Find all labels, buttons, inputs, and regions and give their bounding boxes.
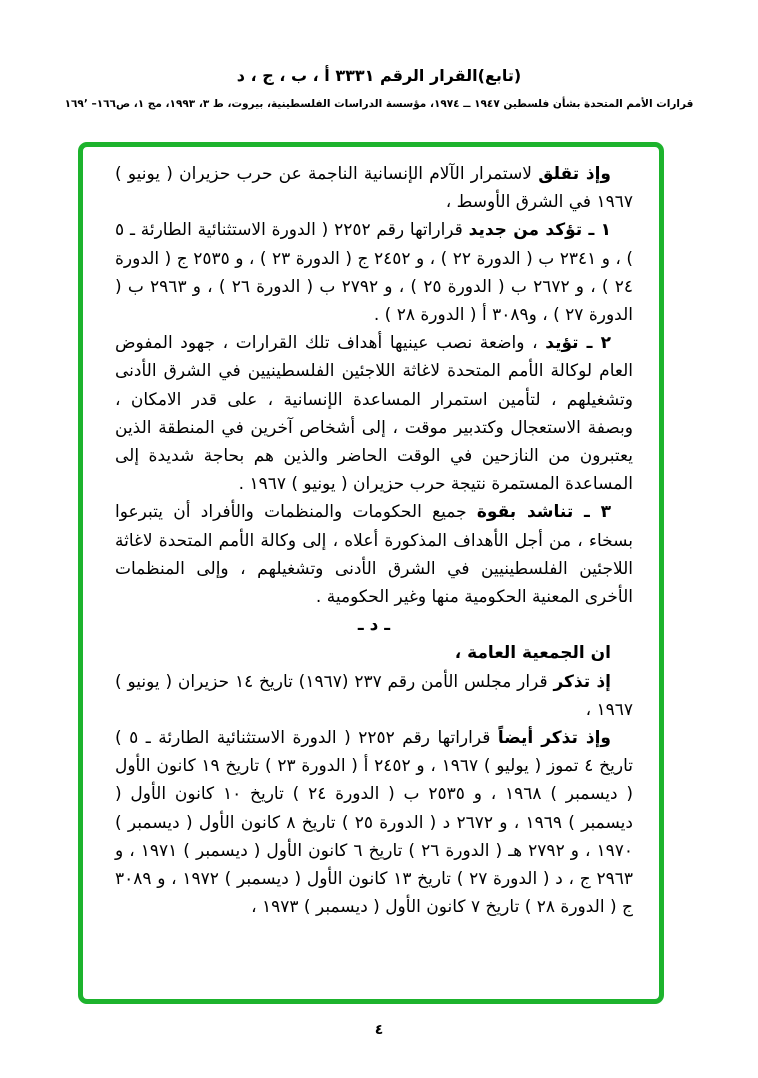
paragraph-lead: إذ تذكر bbox=[553, 671, 612, 692]
paragraph: ٣ ـ تناشد بقوة جميع الحكومات والمنظمات والأفراد أن يتبرعوا بسخاء ، من أجل الأهداف المذكورة أعلاه ، إلى وكالة الأمم المتحدة لاغاثة اللاجئين الفلسطينيين في الشرق الأدنى وتشغيلهم ، وإلى المنظمات الأخرى المعنية الحكومية منها وغير الحكومية . bbox=[115, 502, 633, 608]
page-number: ٤ bbox=[374, 1022, 384, 1038]
paragraph-lead: وإذ تذكر أيضاً bbox=[497, 728, 611, 749]
resolution-title: (تابع)القرار الرقم ٣٣٣١ أ ، ب ، ج ، د bbox=[236, 66, 522, 85]
paragraph-lead: وإذ تقلق bbox=[538, 164, 611, 184]
paragraph: ٢ ـ تؤيد ، واضعة نصب عينيها أهداف تلك القرارات ، جهود المفوض العام لوكالة الأمم المتحدة لاغاثة اللاجئين الفلسطينيين في الشرق الأدنى وتشغيلهم ، لتأمين استمرار المساعدة الإنسانية ، على قدر الامكان ، وبصفة الاستعجال وكتدبير موقت ، إلى أشخاص آخرين في المنطقة الذين يعتبرون من النازحين في الوقت الحاضر والذين هم بحاجة شديدة إلى المساعدة المستمرة نتيجة حرب حزيران ( يونيو ) ١٩٦٧ . bbox=[115, 333, 633, 495]
source-citation: قرارات الأمم المتحدة بشأن فلسطين ١٩٤٧ ــ ١٩٧٤، مؤسسة الدراسات الفلسطينية، بيروت، ط ٣، ١٩٩٣، مج ١، ص١٦٦– ١٦٩ʼ bbox=[64, 98, 694, 110]
paragraph-lead: ٣ ـ تناشد بقوة bbox=[476, 502, 612, 523]
paragraph-lead: ٢ ـ تؤيد bbox=[545, 333, 611, 354]
paragraph-lead: ان الجمعية العامة ، bbox=[454, 643, 611, 664]
paragraph: ١ ـ تؤكد من جديد قراراتها رقم ٢٢٥٢ ( الدورة الاستثنائية الطارئة ـ ٥ ) ، و ٢٣٤١ ب ( الدورة ٢٢ ) ، و ٢٤٥٢ ج ( الدورة ٢٣ ) ، و ٢٥٣٥ ج ( الدورة ٢٤ ) ، و ٢٦٧٢ ب ( الدورة ٢٥ ) ، و ٢٧٩٢ ب ( الدورة ٢٦ ) ، و ٢٩٦٣ ب ( الدورة ٢٧ ) ، و٣٠٨٩ أ ( الدورة ٢٨ ) . bbox=[115, 220, 634, 326]
paragraph-lead: ١ ـ تؤكد من جديد bbox=[468, 220, 611, 241]
paragraph: وإذ تقلق لاستمرار الآلام الإنسانية الناجمة عن حرب حزيران ( يونيو ) ١٩٦٧ في الشرق الأوسط ، bbox=[115, 164, 633, 213]
document-body bbox=[115, 160, 633, 921]
paragraph: إذ تذكر قرار مجلس الأمن رقم ٢٣٧ (١٩٦٧) تاريخ ١٤ حزيران ( يونيو ) ١٩٦٧ ، bbox=[115, 671, 633, 720]
section-separator: ـ د ـ bbox=[357, 615, 391, 636]
paragraph bbox=[115, 639, 633, 667]
paragraph: وإذ تذكر أيضاً قراراتها رقم ٢٢٥٢ ( الدورة الاستثنائية الطارئة ـ ٥ ) تاريخ ٤ تموز ( يوليو ) ١٩٦٧ ، و ٢٤٥٢ أ ( الدورة ٢٣ ) تاريخ ١٩ كانون الأول ( ديسمبر ) ١٩٦٨ ، و ٢٥٣٥ ب ( الدورة ٢٤ ) تاريخ ١٠ كانون الأول ( ديسمبر ) ١٩٦٩ ، و ٢٦٧٢ د ( الدورة ٢٥ ) تاريخ ٨ كانون الأول ( ديسمبر ) ١٩٧٠ ، و ٢٧٩٢ هـ ( الدورة ٢٦ ) تاريخ ٦ كانون الأول ( ديسمبر ) ١٩٧١ ، و ٢٩٦٣ ج ، د ( الدورة ٢٧ ) تاريخ ١٣ كانون الأول ( ديسمبر ) ١٩٧٢ ، و ٣٠٨٩ ج ( الدورة ٢٨ ) تاريخ ٧ كانون الأول ( ديسمبر ) ١٩٧٣ ، bbox=[115, 728, 634, 918]
page-header bbox=[0, 66, 758, 111]
green-content-frame bbox=[78, 142, 664, 1004]
